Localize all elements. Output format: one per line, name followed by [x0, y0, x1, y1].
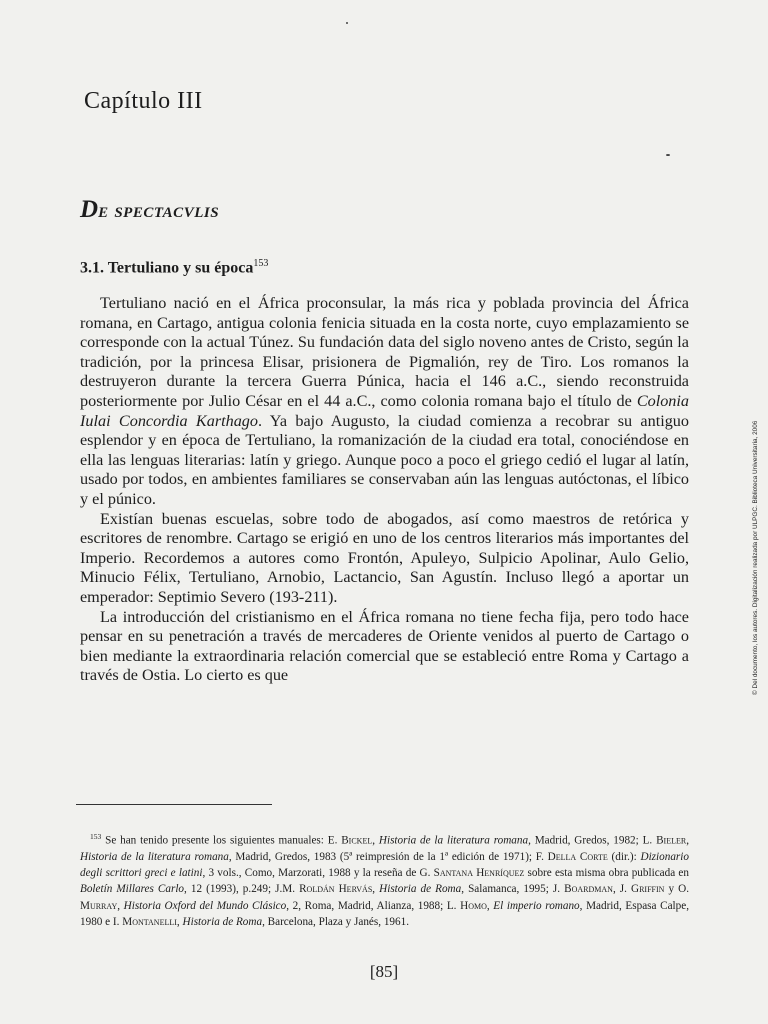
work-title: Boletín Millares Carlo	[80, 883, 185, 896]
footnote-text: ,	[117, 899, 124, 912]
scan-speck	[666, 154, 670, 156]
footnote-text: , Madrid, Espasa Calpe, 1980 e I.	[80, 899, 689, 928]
footnote-text: , Madrid, Gredos, 1983 (5ª reimpresión de la 1ª edición de 1971); F.	[228, 850, 548, 863]
footnote-text: ,	[372, 834, 379, 847]
body-paragraph	[80, 510, 689, 608]
footnote-text: , Salamanca, 1995; J.	[461, 883, 565, 896]
author-name: Griffin	[631, 883, 665, 896]
chapter-heading: Capítulo III	[84, 88, 203, 114]
author-name: Boardman	[564, 883, 613, 896]
paragraph-text: . Ya bajo Augusto, la ciudad comienza a recobrar su antiguo esplendor y en época de Tertuliano, la romanización de la ciudad era total, conociéndose en ella las lenguas literarias: latín y griego. Aunque poco a poco el griego cedió el lugar al latín, usado por todos, en ambientes familiares se conservaban aún las lenguas autóctonas, el líbico y el púnico.	[80, 411, 689, 508]
author-name: Homo	[460, 899, 487, 912]
footnote-divider	[76, 804, 272, 805]
chapter-title	[80, 196, 219, 224]
work-title: Historia de la literatura romana	[80, 850, 229, 863]
footnote-text: , 3 vols., Como, Marzorati, 1988 y la reseña de G.	[202, 867, 434, 880]
footnote-text: y O.	[664, 883, 690, 896]
body-paragraph	[80, 608, 689, 686]
footnote-number: 153	[90, 832, 102, 841]
footnote-text: , Madrid, Gredos, 1982; L.	[528, 834, 657, 847]
author-name: Montanelli	[122, 915, 177, 928]
work-title: Historia de Roma	[182, 915, 263, 928]
section-heading-text: 3.1. Tertuliano y su época	[80, 259, 254, 277]
footnote-reference: 153	[253, 258, 269, 269]
footnote-text: ,	[486, 899, 494, 912]
body-paragraph	[80, 294, 689, 510]
section-heading	[80, 258, 268, 277]
paragraph-text: Tertuliano nació en el África proconsular, la más rica y poblada provincia del África romana, en Cartago, antigua colonia fenicia situada en la costa norte, cuyo emplazamiento se corresponde con la actual Túnez. Su fundación data del siglo noveno antes de Cristo, según la tradición, por la princesa Elisar, prisionera de Pigmalión, rey de Tiro. Los romanos la destruyeron durante la tercera Guerra Púnica, hacia el 146 a.C., siendo reconstruida posteriormente por Julio César en el 44 a.C., como colonia romana bajo el título de	[80, 294, 689, 410]
page-number: [85]	[369, 962, 399, 981]
work-title: Dizionario degli scrittori greci e latini	[80, 850, 689, 880]
footnote-text: , 12 (1993), p.249; J.M.	[184, 883, 300, 896]
author-name: Bieler	[656, 834, 687, 847]
digitization-credit: © Del documento, los autores. Digitalización realizada por ULPGC. Biblioteca Universitaria, 2006	[752, 420, 759, 695]
title-initial: D	[80, 196, 99, 223]
footnote-text: , Barcelona, Plaza y Janés, 1961.	[262, 915, 410, 928]
work-title: El imperio romano	[493, 899, 580, 912]
author-name: Roldán Hervás	[299, 883, 373, 896]
scan-speck	[346, 22, 348, 24]
title-word-1: e	[98, 198, 115, 222]
author-name: Murray	[80, 899, 118, 912]
footnote-text: ,	[372, 883, 380, 896]
author-name: Della Corte	[547, 850, 608, 863]
paragraph-text: Existían buenas escuelas, sobre todo de abogados, así como maestros de retórica y escritores de renombre. Cartago se erigió en uno de los centros literarios más importantes del Imperio. Recordemos a autores como Frontón, Apuleyo, Sulpicio Apolinar, Aulo Gelio, Minucio Félix, Tertuliano, Arnobio, Lactancio, San Agustín. Incluso llegó a aportar un emperador: Septimio Severo (193-211).	[80, 509, 689, 606]
work-title: Historia de Roma	[379, 883, 462, 896]
paragraph-text: La introducción del cristianismo en el África romana no tiene fecha fija, pero todo hace pensar en su penetración a través de mercaderes de Oriente venidos al puerto de Cartago o bien mediante la extraordinaria relación comercial que se estableció entre Roma y Cartago a través de Ostia. Lo cierto es que	[80, 607, 689, 685]
footnote	[80, 829, 689, 930]
work-title: Historia de la literatura romana	[378, 834, 529, 847]
title-word-2: spectacvlis	[114, 198, 220, 222]
footnote-text: ,	[176, 915, 183, 928]
footnote-text: sobre esta misma obra publicada en	[524, 867, 689, 880]
footnote-text: Se han tenido presente los siguientes manuales: E.	[101, 834, 342, 847]
footnote-text: , 2, Roma, Madrid, Alianza, 1988; L.	[286, 899, 461, 912]
body-text	[80, 294, 689, 686]
footnote-text: (dir.):	[607, 850, 641, 863]
author-name: Bickel	[341, 834, 373, 847]
work-title: Historia Oxford del Mundo Clásico	[123, 899, 287, 912]
author-name: Santana Henríquez	[433, 867, 525, 880]
italic-text: Colonia Iulai Concordia Karthago	[80, 391, 689, 430]
footnote-text: , J.	[612, 883, 631, 896]
footnote-text: ,	[686, 834, 689, 847]
